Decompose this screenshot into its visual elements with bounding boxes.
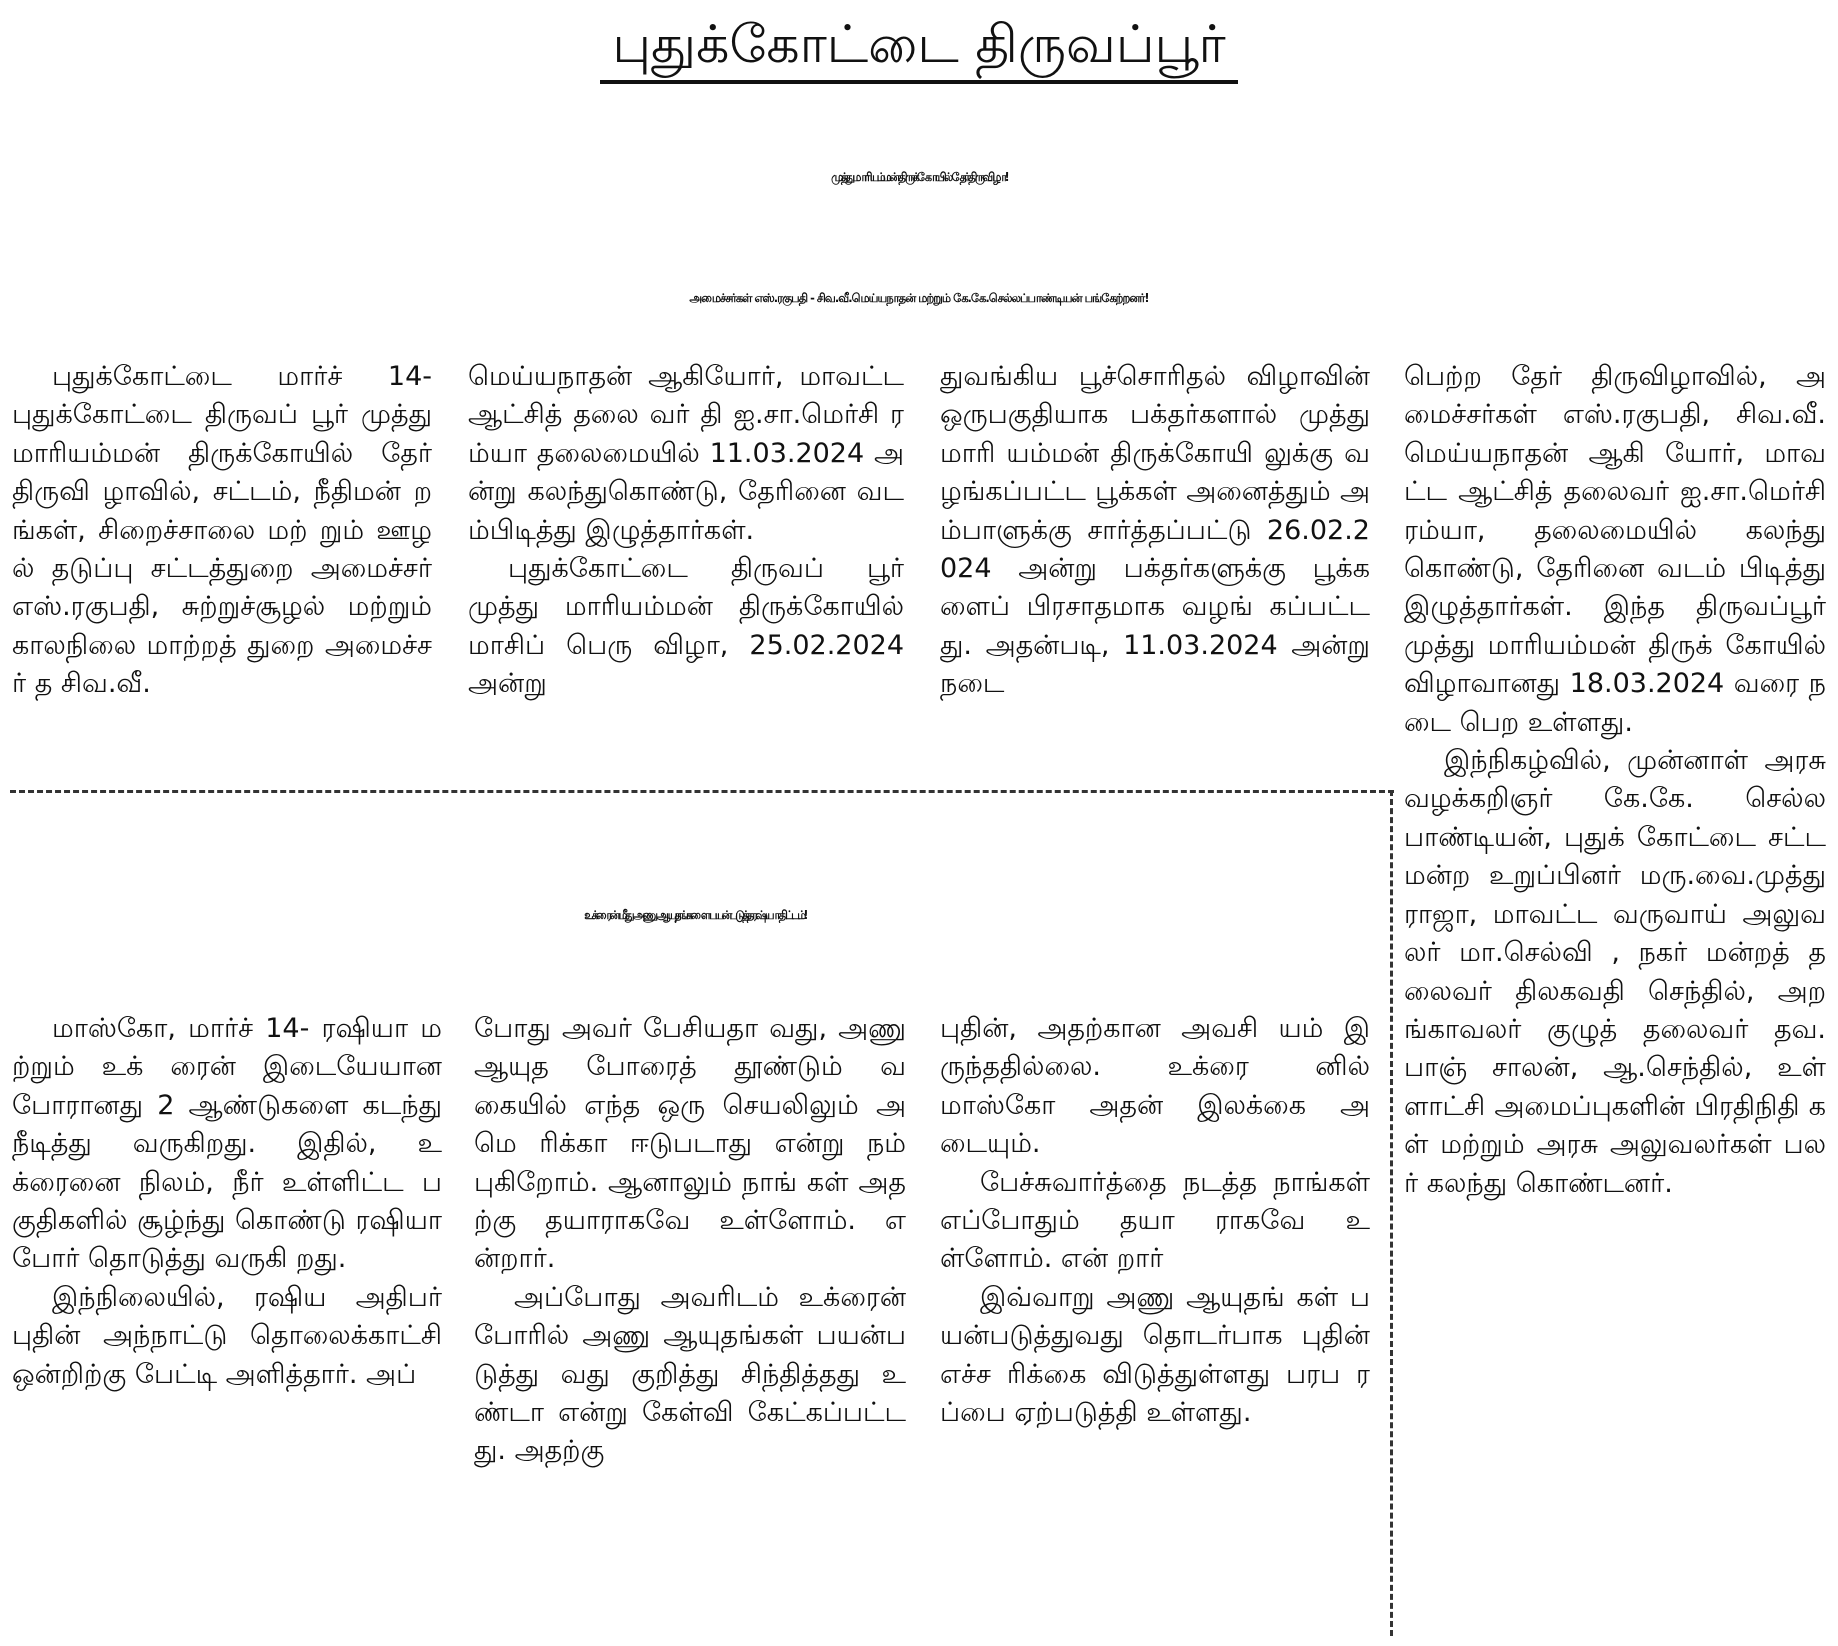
story1-column-1 <box>12 358 432 778</box>
story2-column-1 <box>12 1010 442 1636</box>
story1-kicker <box>0 10 1838 84</box>
story1-column-2 <box>468 358 904 778</box>
story1-column-4 <box>1404 358 1826 1638</box>
story2-col2-paragraph-2: அப்போது அவரிடம் உக்ரைன் போரில் அணு ஆயுதங்கள் பயன்படுத்து வது குறித்து சிந்தித்தது உண்டா என்று கேள்வி கேட்கப்பட்டது. அதற்கு <box>474 1281 906 1467</box>
story2-headline: உக்ரைன் மீது அணு ஆயுதங்களை பயன்படுத்த ரஷ்யா திட்டம்! <box>584 908 806 922</box>
story1-col4-paragraph-1: பெற்ற தேர் திருவிழாவில், அமைச்சர்கள் எஸ்.ரகுபதி, சிவ.வீ.மெய்யநாதன் ஆகி யோர், மாவட்ட ஆட்சித் தலைவர் ஐ.சா.மெர்சி ரம்யா, தலைமையில் கலந்து கொண்டு, தேரினை வடம் பிடித்து இழுத்தார்கள். இந்த திருவப்பூர் முத்து மாரியம்மன் திருக் கோயில் விழாவானது 18.03.2024 வரை நடை பெற உள்ளது. <box>1404 361 1826 738</box>
story2-col1-paragraph-1: மாஸ்கோ, மார்ச் 14- ரஷியா மற்றும் உக் ரைன் இடையேயான போரானது 2 ஆண்டுகளை கடந்து நீடித்து வருகிறது. இதில், உக்ரைனை நிலம், நீர் உள்ளிட்ட பகுதிகளில் சூழ்ந்து கொண்டு ரஷியா போர் தொடுத்து வருகி றது. <box>12 1013 442 1275</box>
story1-col2-paragraph-2: புதுக்கோட்டை திருவப் பூர் முத்து மாரியம்மன் திருக்கோயில் மாசிப் பெரு விழா, 25.02.2024 அன்று <box>468 553 904 700</box>
story2-column-3 <box>940 1010 1370 1636</box>
story1-kicker-text: புதுக்கோட்டை திருவப்பூர் <box>600 10 1237 84</box>
section-divider-vertical <box>1390 790 1393 1636</box>
story2-col3-paragraph-2: பேச்சுவார்த்தை நடத்த நாங்கள் எப்போதும் தயா ராகவே உள்ளோம். என் றார் <box>940 1166 1370 1275</box>
story1-col1-paragraph: புதுக்கோட்டை மார்ச் 14- புதுக்கோட்டை திருவப் பூர் முத்து மாரியம்மன் திருக்கோயில் தேர் திருவி ழாவில், சட்டம், நீதிமன் றங்கள், சிறைச்சாலை மற் றும் ஊழல் தடுப்பு சட்டத்துறை அமைச்சர் எஸ்.ரகுபதி, சுற்றுச்சூழல் மற்றும் காலநிலை மாற்றத் துறை அமைச்சர் த சிவ.வீ. <box>12 361 432 700</box>
story1-col4-paragraph-2: இந்நிகழ்வில், முன்னாள் அரசு வழக்கறிஞர் கே.கே. செல்லபாண்டியன், புதுக் கோட்டை சட்டமன்ற உறுப்பினர் மரு.வை.முத்து ராஜா, மாவட்ட வருவாய் அலுவலர் மா.செல்வி , நகர் மன்றத் தலைவர் திலகவதி செந்தில், அறங்காவலர் குழுத் தலைவர் தவ.பாஞ் சாலன், ஆ.செந்தில், உள் ளாட்சி அமைப்புகளின் பிரதிநிதி கள் மற்றும் அரசு அலுவலர்கள் பலர் கலந்து கொண்டனர். <box>1404 745 1826 1199</box>
section-divider-horizontal <box>10 790 1394 793</box>
story2-col1-paragraph-2: இந்நிலையில், ரஷிய அதிபர் புதின் அந்நாட்டு தொலைக்காட்சி ஒன்றிற்கு பேட்டி அளித்தார். அப் <box>12 1281 442 1390</box>
story2-col3-paragraph-3: இவ்வாறு அணு ஆயுதங் கள் பயன்படுத்துவது தொடர்பாக புதின் எச்ச ரிக்கை விடுத்துள்ளது பரப ரப்பை ஏற்படுத்தி உள்ளது. <box>940 1281 1370 1429</box>
story1-subhead: அமைச்சர்கள் எஸ்.ரகுபதி - சிவ.வீ.மெய்யநாதன் மற்றும் கே.கே.செல்லப்பாண்டியன் பங்கேற்றனர்! <box>689 291 1149 305</box>
story2-col3-paragraph-1: புதின், அதற்கான அவசி யம் இருந்ததில்லை. உக்ரை னில் மாஸ்கோ அதன் இலக்கை அடையும். <box>940 1013 1370 1160</box>
story1-col2-paragraph-1: மெய்யநாதன் ஆகியோர், மாவட்ட ஆட்சித் தலை வர் தி ஐ.சா.மெர்சி ரம்யா தலைமையில் 11.03.2024 அன்று கலந்துகொண்டு, தேரினை வடம்பிடித்து இழுத்தார்கள். <box>468 361 904 546</box>
story2-col2-paragraph-1: போது அவர் பேசியதா வது, அணு ஆயுத போரைத் தூண்டும் வகையில் எந்த ஒரு செயலிலும் அமெ ரிக்கா ஈடுபடாது என்று நம் புகிறோம். ஆனாலும் நாங் கள் அதற்கு தயாராகவே உள்ளோம். என்றார். <box>474 1013 906 1275</box>
story1-col3-paragraph: துவங்கிய பூச்சொரிதல் விழாவின் ஒருபகுதியாக பக்தர்களால் முத்து மாரி யம்மன் திருக்கோயி லுக்கு வழங்கப்பட்ட பூக்கள் அனைத்தும் அம்பாளுக்கு சார்த்தப்பட்டு 26.02.2024 அன்று பக்தர்களுக்கு பூக்க ளைப் பிரசாதமாக வழங் கப்பட்டது. அதன்படி, 11.03.2024 அன்று நடை <box>940 361 1370 700</box>
story1-column-3 <box>940 358 1370 778</box>
story2-column-2 <box>474 1010 906 1636</box>
story1-headline: முத்துமாரியம்மன் திருக்கோயில் தேர் திருவிழா! <box>831 170 1007 184</box>
